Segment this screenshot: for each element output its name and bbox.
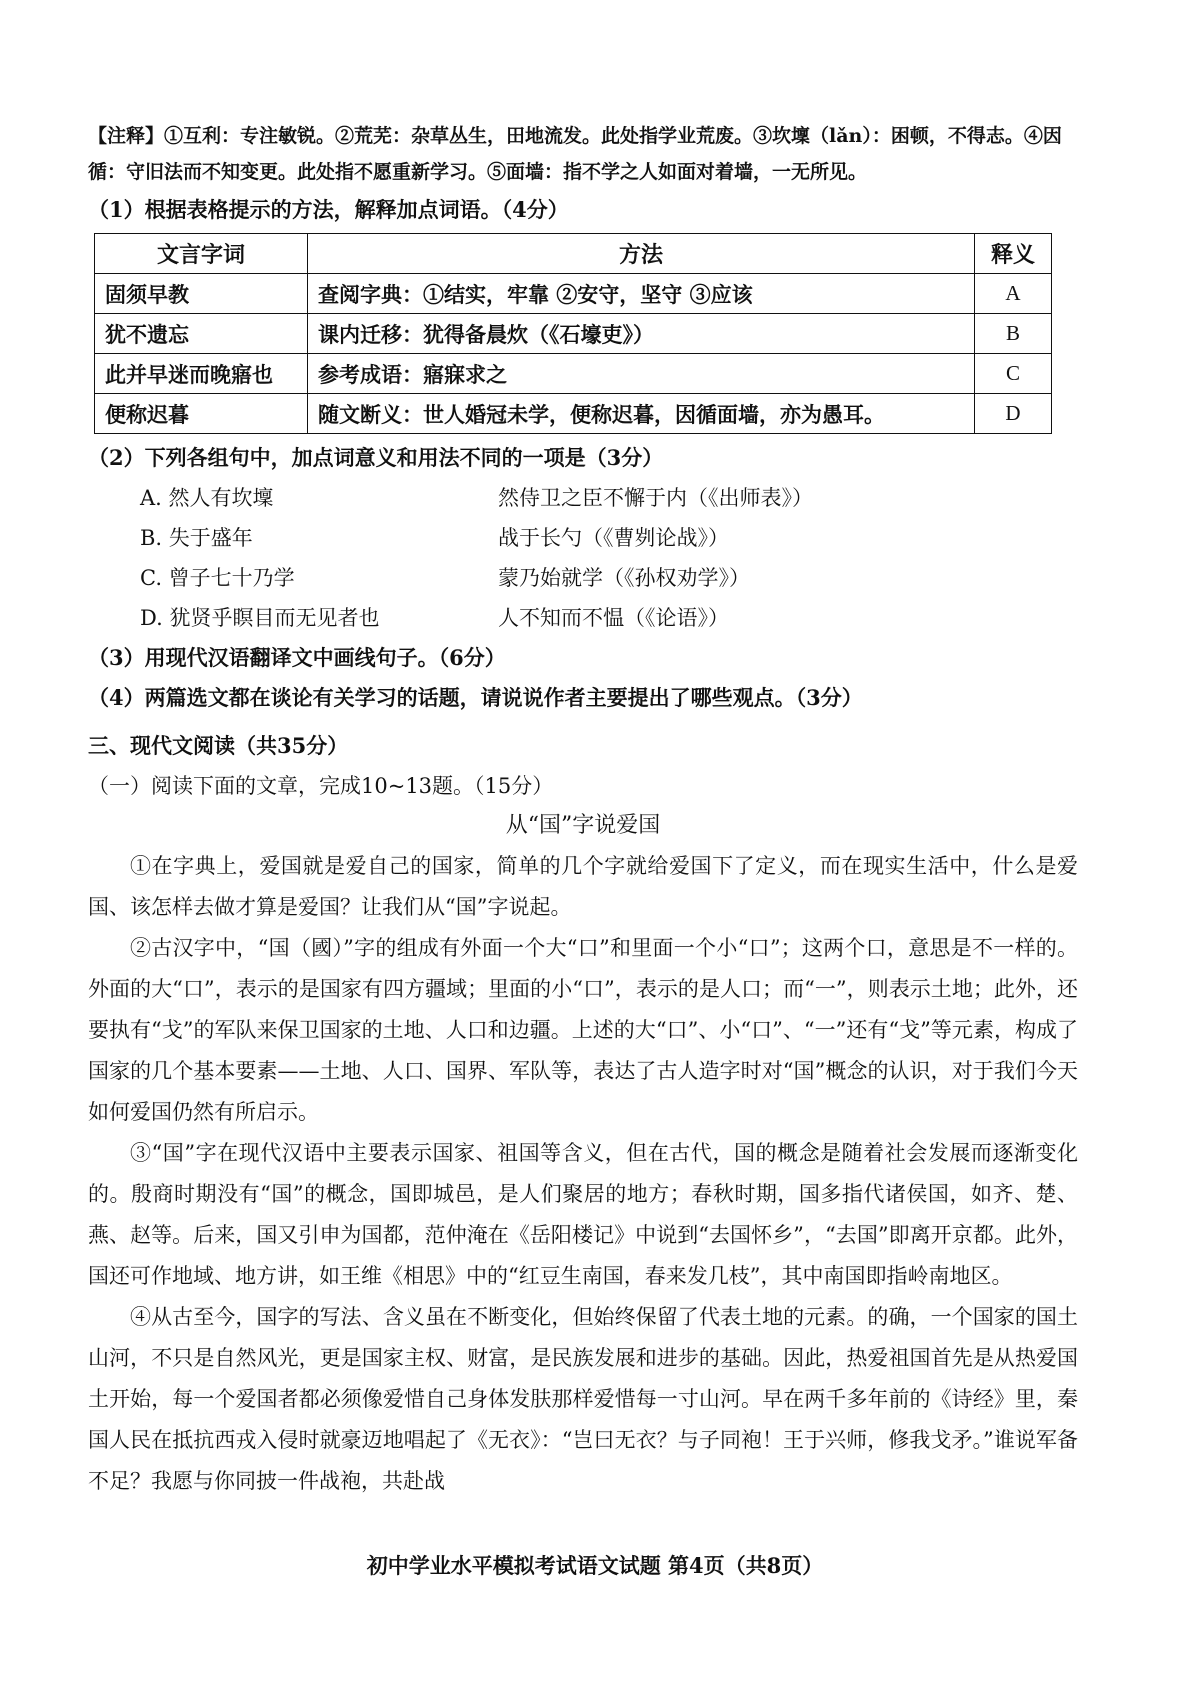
option-left: D. 犹贤乎瞑目而无见者也 — [140, 606, 380, 630]
article-title: 从“国”字说爱国 — [505, 813, 661, 838]
paragraph: ③“国”字在现代汉语中主要表示国家、祖国等含义，但在古代，国的概念是随着社会发展而逐渐变化的。殷商时期没有“国”的概念，国即城邑，是人们聚居的地方；春秋时期，国多指代诸侯国，如齐、楚、燕、赵等。后来，国又引申为国都，范仲淹在《岳阳楼记》中说到“去国怀乡”，“去国”即离开京都。此外，国还可作地域、地方讲，如王维《相思》中的“红豆生南国，春来发几枝”，其中南国即指岭南地区。 — [88, 1141, 1078, 1288]
header-meaning: 释义 — [975, 234, 1052, 274]
page-footer: 初中学业水平模拟考试语文试题 第4页（共8页） — [366, 1553, 824, 1578]
question-3: （3）用现代汉语翻译文中画线句子。（6分） — [88, 645, 506, 670]
subsection-heading: （一）阅读下面的文章，完成10~13题。（15分） — [88, 774, 554, 798]
option-right: 然侍卫之臣不懈于内（《出师表》） — [498, 486, 813, 510]
row-answer: A — [975, 274, 1052, 314]
header-word: 文言字词 — [95, 234, 308, 274]
annotation-note: 【注释】①互利：专注敏锐。②荒芜：杂草丛生，田地流发。此处指学业荒废。③坎壈（lǎn）：困顿，不得志。④因循：守旧法而不知变更。此处指不愿重新学习。⑤面墙：指不学之人如面对着墙，一无所见。 — [88, 125, 1062, 183]
row-answer: B — [975, 314, 1052, 354]
row-word: 便称迟暮 — [95, 394, 308, 434]
row-method: 参考成语：寤寐求之 — [308, 354, 975, 394]
table-row — [95, 354, 1052, 394]
header-method: 方法 — [308, 234, 975, 274]
option-d — [88, 598, 1078, 638]
question-2: （2）下列各组句中，加点词意义和用法不同的一项是（3分） — [88, 445, 664, 470]
paragraph: ④从古至今，国字的写法、含义虽在不断变化，但始终保留了代表土地的元素。的确，一个国家的国土山河，不只是自然风光，更是国家主权、财富，是民族发展和进步的基础。因此，热爱祖国首先是从热爱国土开始，每一个爱国者都必须像爱惜自己身体发肤那样爱惜每一寸山河。早在两千多年前的《诗经》里，秦国人民在抵抗西戎入侵时就豪迈地唱起了《无衣》：“岂曰无衣？与子同袍！王于兴师，修我戈矛。”谁说军备不足？我愿与你同披一件战袍，共赴战 — [88, 1305, 1078, 1493]
table-header-row — [95, 234, 1052, 274]
option-a — [88, 478, 1078, 518]
option-c — [88, 558, 1078, 598]
option-right: 蒙乃始就学（《孙权劝学》） — [498, 566, 750, 590]
option-right: 人不知而不愠（《论语》） — [498, 606, 729, 630]
question-1: （1）根据表格提示的方法，解释加点词语。（4分） — [88, 197, 569, 222]
table-row — [95, 274, 1052, 314]
row-method: 查阅字典：①结实，牢靠 ②安守，坚守 ③应该 — [308, 274, 975, 314]
row-method: 课内迁移：犹得备晨炊（《石壕吏》） — [308, 314, 975, 354]
paragraph: ②古汉字中，“国（國）”字的组成有外面一个大“口”和里面一个小“口”；这两个口，意思是不一样的。外面的大“口”，表示的是国家有四方疆域；里面的小“口”，表示的是人口；而“一”，则表示土地；此外，还要执有“戈”的军队来保卫国家的土地、人口和边疆。上述的大“口”、小“口”、“一”还有“戈”等元素，构成了国家的几个基本要素——土地、人口、国界、军队等，表达了古人造字时对“国”概念的认识，对于我们今天如何爱国仍然有所启示。 — [88, 936, 1078, 1124]
method-table — [94, 233, 1052, 434]
row-answer: C — [975, 354, 1052, 394]
table-row — [95, 394, 1052, 434]
question-4: （4）两篇选文都在谈论有关学习的话题，请说说作者主要提出了哪些观点。（3分） — [88, 685, 863, 710]
option-b — [88, 518, 1078, 558]
paragraph: ①在字典上，爱国就是爱自己的国家，简单的几个字就给爱国下了定义，而在现实生活中，什么是爱国、该怎样去做才算是爱国？让我们从“国”字说起。 — [88, 854, 1078, 919]
exam-page — [88, 118, 1078, 1502]
row-word: 固须早教 — [95, 274, 308, 314]
option-left: B. 失于盛年 — [140, 526, 253, 550]
table-row — [95, 314, 1052, 354]
row-answer: D — [975, 394, 1052, 434]
option-left: C. 曾子七十乃学 — [140, 566, 295, 590]
option-left: A. 然人有坎壈 — [140, 486, 274, 510]
row-method: 随文断义：世人婚冠未学，便称迟暮，因循面墙，亦为愚耳。 — [308, 394, 975, 434]
row-word: 此并早迷而晚寤也 — [95, 354, 308, 394]
row-word: 犹不遗忘 — [95, 314, 308, 354]
option-right: 战于长勺（《曹刿论战》） — [498, 526, 729, 550]
section-heading: 三、现代文阅读（共35分） — [88, 733, 349, 758]
